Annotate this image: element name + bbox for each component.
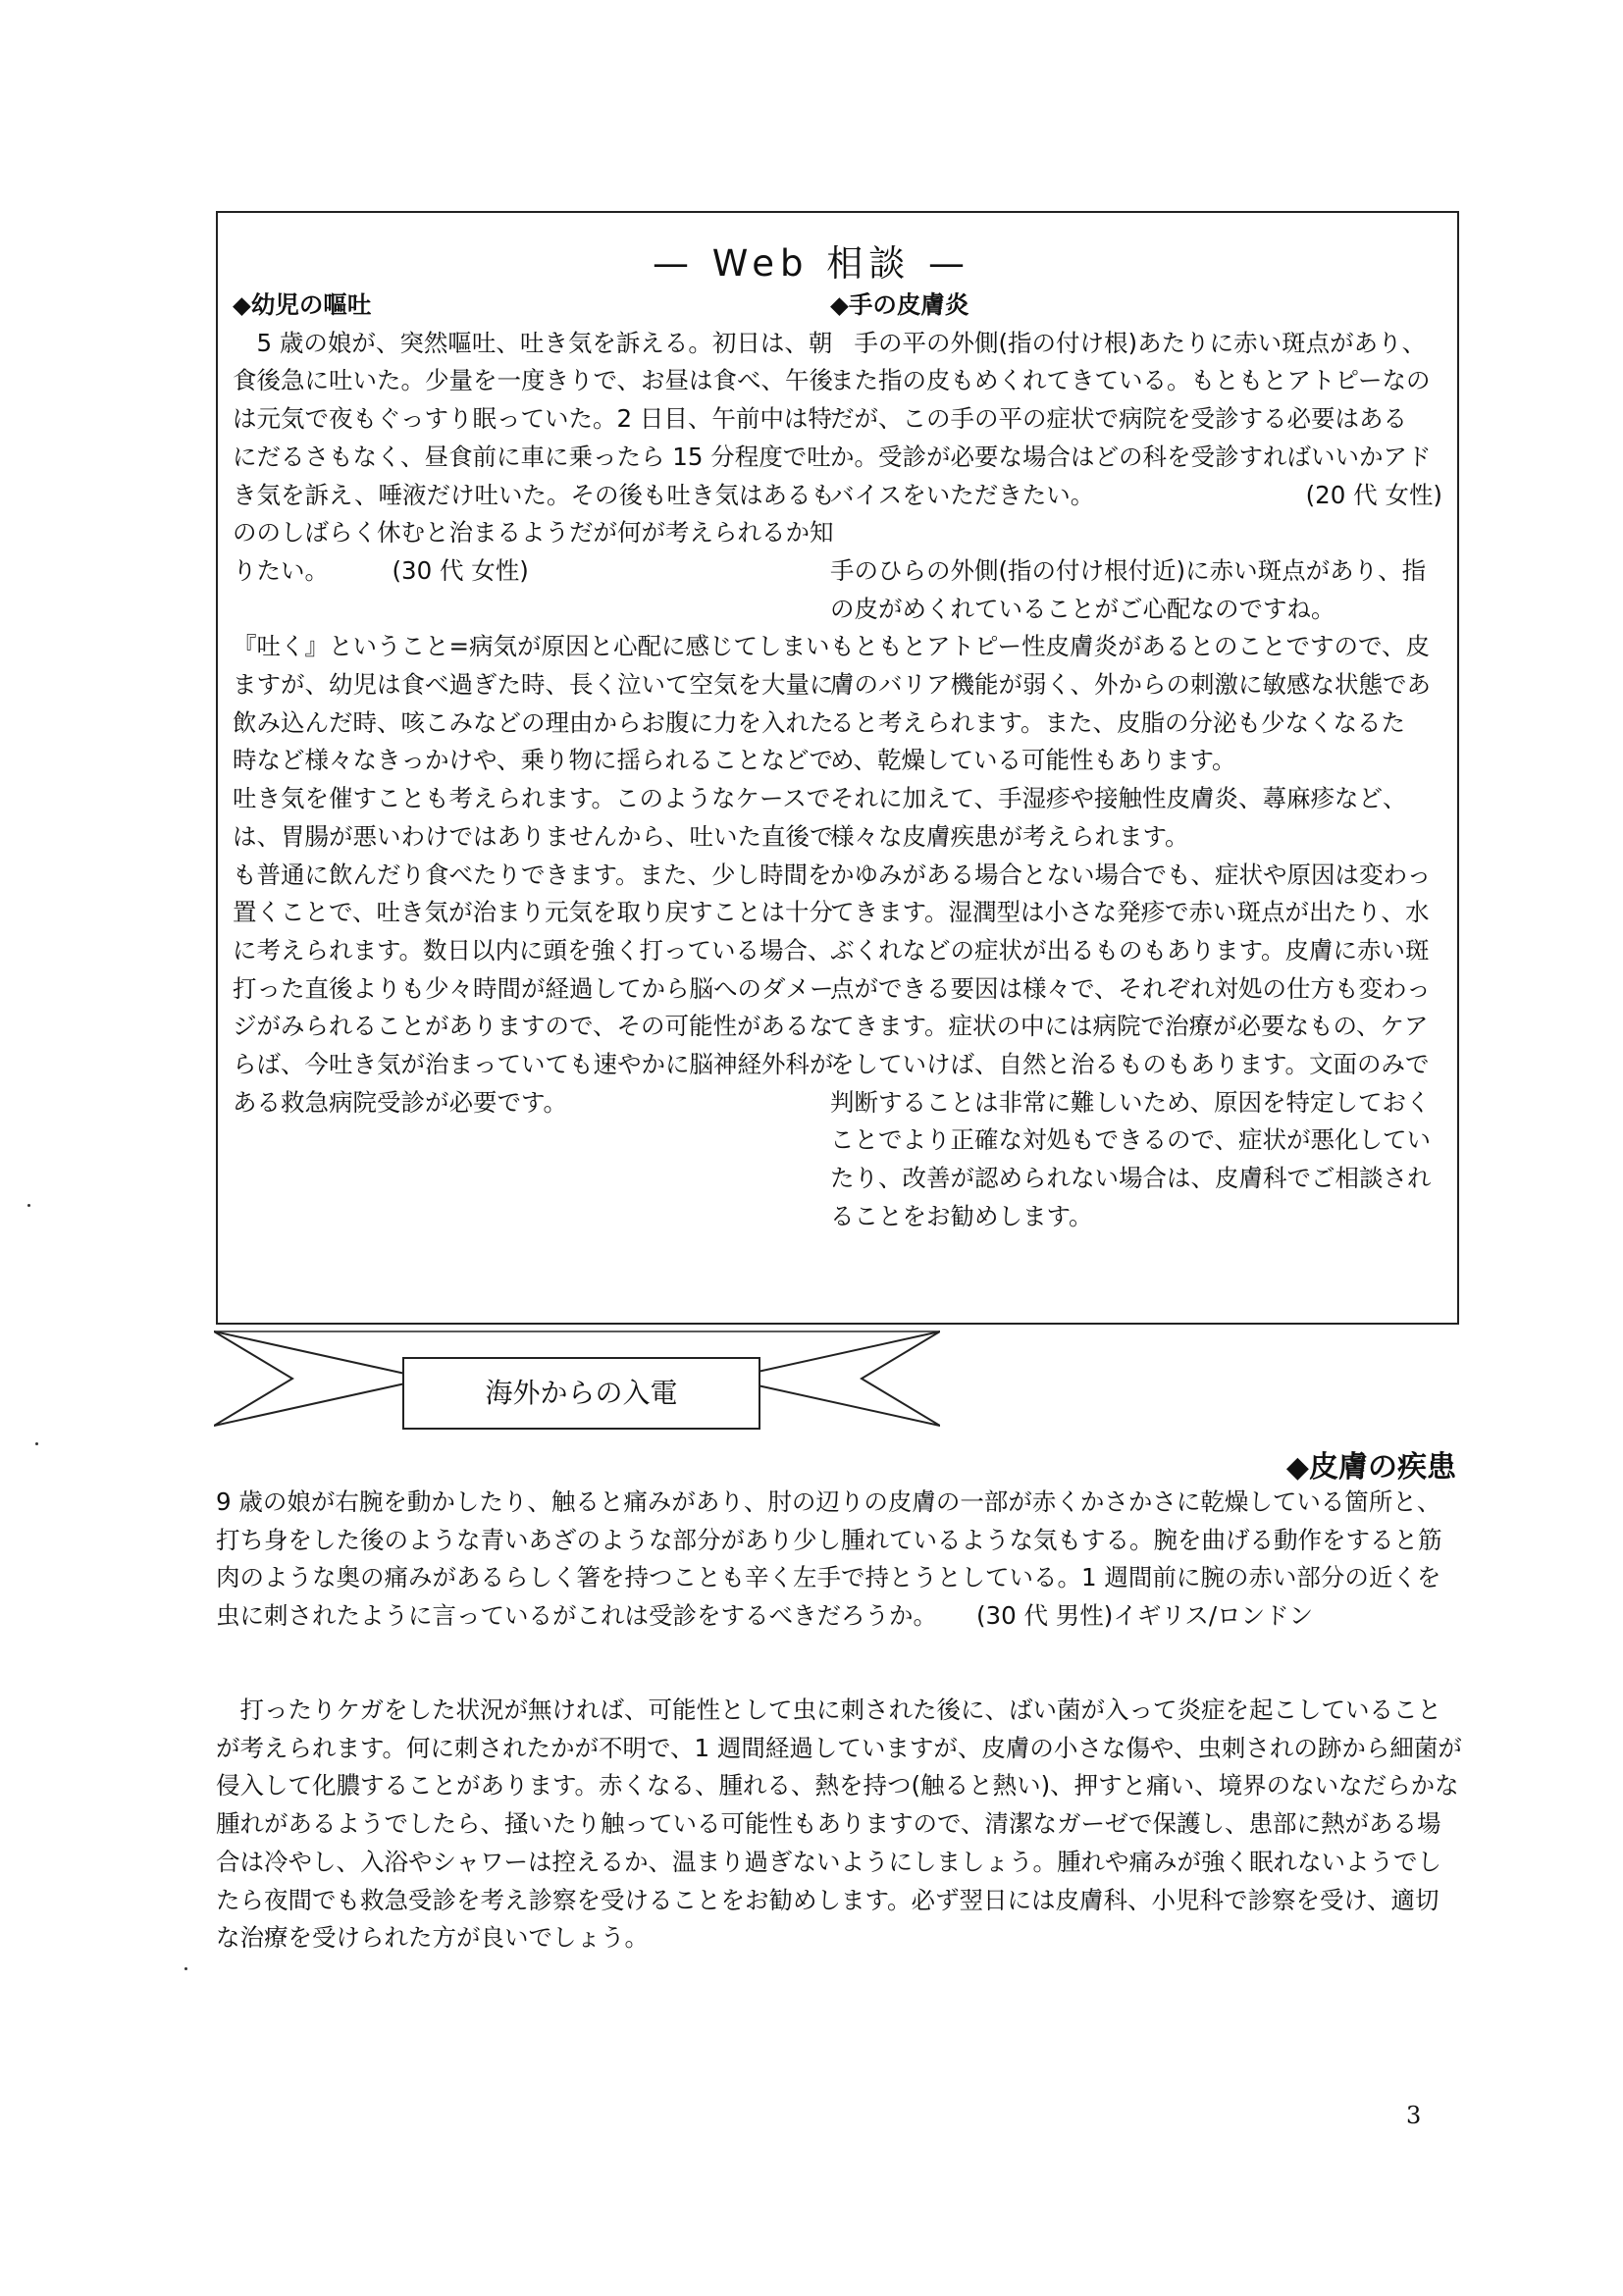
page-number: 3 — [1406, 2102, 1422, 2129]
right-column — [830, 287, 1448, 1236]
scan-speck — [27, 1204, 30, 1207]
overseas-answer: 打ったりケガをした状況が無ければ、可能性として虫に刺された後に、ばい菌が入って炎症を起こしていることが考えられます。何に刺されたかが不明で、1 週間経過していますが、皮膚の小さな傷や、虫刺されの跡から細菌が侵入して化膿することがあります。赤くなる、腫れる、熱を持つ(触ると熱い)、押すと痛い、境界のないなだらかな腫れがあるようでしたら、掻いたり触っている可能性もありますので、清潔なガーゼで保護し、患部に熱がある場合は冷やし、入浴やシャワーは控えるか、温まり過ぎないようにしましょう。腫れや痛みが強く眠れないようでしたら夜間でも救急受診を考え診察を受けることをお勧めします。必ず翌日には皮膚科、小児科で診察を受け、適切な治療を受けられた方が良いでしょう。 — [216, 1696, 1462, 1953]
left-heading: ◆幼児の嘔吐 — [233, 290, 372, 319]
scan-speck — [184, 1967, 187, 1970]
overseas-banner-label: 海外からの入電 — [402, 1357, 760, 1430]
overseas-question: 9 歳の娘が右腕を動かしたり、触ると痛みがあり、肘の辺りの皮膚の一部が赤くかさかさに乾燥している箇所と、打ち身をした後のような青いあざのような部分があり少し腫れているような気もする。腕を曲げる動作をすると筋肉のような奥の痛みがあるらしく箸を持つことも辛く左手で持とうとしている。1 週間前に腕の赤い部分の近くを虫に刺されたように言っているがこれは受診をするべきだろうか。 (30 代 男性)イギリス/ロンドン — [216, 1484, 1462, 1636]
right-answer-2: もともとアトピー性皮膚炎があるとのことですので、皮膚のバリア機能が弱く、外からの刺激に敏感な状態であると考えられます。また、皮脂の分泌も少なくなるため、乾燥している可能性もあります。 — [830, 632, 1432, 775]
right-answer-1: 手のひらの外側(指の付け根付近)に赤い斑点があり、指の皮がめくれていることがご心配なのですね。 — [830, 555, 1427, 623]
right-question: 手の平の外側(指の付け根)あたりに赤い斑点があり、また指の皮もめくれてきている。もともとアトピーなのだが、この手の平の症状で病院を受診する必要はあるか。受診が必要な場合はどの科を受診すればいいかアドバイスをいただきたい。 (20 代 女性) — [830, 325, 1448, 515]
scan-speck — [35, 1442, 38, 1445]
left-column — [233, 287, 851, 1122]
right-answer-3: それに加えて、手湿疹や接触性皮膚炎、蕁麻疹など、様々な皮膚疾患が考えられます。 — [830, 784, 1407, 851]
overseas-attribution: (30 代 男性)イギリス/ロンドン — [976, 1601, 1314, 1631]
right-answer-4: かゆみがある場合とない場合でも、症状や原因は変わってきます。湿潤型は小さな発疹で赤い斑点が出たり、水ぶくれなどの症状が出るものもあります。皮膚に赤い斑点ができる要因は様々で、それぞれ対処の仕方も変わってきます。症状の中には病院で治療が必要なもの、ケアをしていけば、自然と治るものもあります。文面のみで判断することは非常に難しいため、原因を特定しておくことでより正確な対処もできるので、症状が悪化していたり、改善が認められない場合は、皮膚科でご相談されることをお勧めします。 — [830, 860, 1432, 1230]
left-attribution: (30 代 女性) — [392, 555, 529, 585]
left-answer: 『吐く』ということ=病気が原因と心配に感じてしまいますが、幼児は食べ過ぎた時、長く泣いて空気を大量に飲み込んだ時、咳こみなどの理由からお腹に力を入れた時など様々なきっかけや、乗り物に揺られることなどで吐き気を催すことも考えられます。このようなケースでは、胃腸が悪いわけではありませんから、吐いた直後でも普通に飲んだり食べたりできます。また、少し時間を置くことで、吐き気が治まり元気を取り戻すことは十分に考えられます。数日以内に頭を強く打っている場合、打った直後よりも少々時間が経過してから脳へのダメージがみられることがありますので、その可能性があるならば、今吐き気が治まっていても速やかに脳神経外科がある救急病院受診が必要です。 — [233, 632, 834, 1117]
right-attribution: (20 代 女性) — [1305, 480, 1442, 509]
right-heading: ◆手の皮膚炎 — [830, 290, 969, 319]
web-consultation-title: — Web 相談 — — [653, 242, 970, 285]
left-question: 5 歳の娘が、突然嘔吐、吐き気を訴える。初日は、朝食後急に吐いた。少量を一度きりで、お昼は食べ、午後は元気で夜もぐっすり眠っていた。2 日目、午前中は特にだるさもなく、昼食前に車に乗ったら 15 分程度で吐き気を訴え、唾液だけ吐いた。その後も吐き気はあるもののしばらく休むと治まるようだが何が考えられるか知りたい。 (30 代 女性) — [233, 325, 851, 591]
overseas-heading: ◆皮膚の疾患 — [1285, 1450, 1456, 1485]
